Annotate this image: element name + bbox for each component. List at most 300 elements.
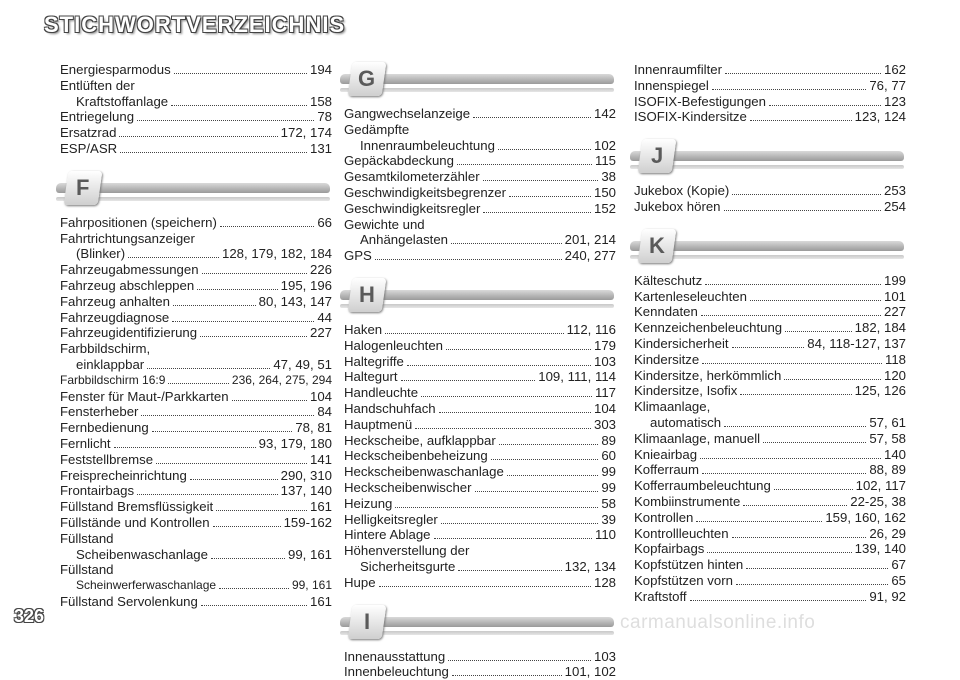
section-header-k bbox=[630, 229, 904, 265]
dot-leader bbox=[750, 300, 881, 301]
dot-leader bbox=[379, 586, 591, 587]
dot-leader bbox=[702, 363, 882, 364]
entry-line bbox=[60, 515, 332, 531]
entry-term: Hupe bbox=[344, 574, 376, 590]
entry-term: Heckscheibe, aufklappbar bbox=[344, 432, 496, 448]
entry-term: Fahrzeugdiagnose bbox=[60, 309, 170, 325]
dot-leader bbox=[415, 428, 591, 429]
entries-f bbox=[60, 215, 332, 610]
entry-term: Kofferraum bbox=[634, 462, 699, 478]
entry-term: Fernbedienung bbox=[60, 420, 149, 436]
dot-leader bbox=[732, 194, 881, 195]
entry-line bbox=[344, 232, 616, 248]
index-entry bbox=[60, 420, 332, 436]
index-entry bbox=[60, 262, 332, 278]
entry-pages: 303 bbox=[593, 416, 616, 432]
entry-term: ISOFIX-Kindersitze bbox=[634, 109, 747, 125]
dot-leader bbox=[483, 212, 591, 213]
index-entry bbox=[344, 354, 616, 370]
entry-term: Anhängelasten bbox=[360, 232, 448, 248]
entry-pages: 57, 58 bbox=[869, 430, 906, 446]
entry-term: Füllstand Servolenkung bbox=[60, 593, 198, 609]
entry-pages: 123 bbox=[883, 93, 906, 109]
index-entry bbox=[344, 201, 616, 217]
dot-leader bbox=[491, 459, 599, 460]
entry-pages: 199 bbox=[883, 272, 906, 288]
entry-term: Kontrollen bbox=[634, 509, 694, 525]
section-letter-text: K bbox=[649, 232, 665, 258]
entry-pages: 26, 29 bbox=[869, 525, 906, 541]
entry-pages: 84, 118-127, 137 bbox=[807, 335, 906, 351]
entry-line bbox=[60, 246, 332, 262]
dot-leader bbox=[448, 660, 591, 661]
entry-term: Fahrzeugidentifizierung bbox=[60, 325, 198, 341]
entry-term: Gangwechselanzeige bbox=[344, 106, 471, 121]
dot-leader bbox=[441, 523, 599, 524]
index-entry bbox=[344, 401, 616, 417]
index-entry bbox=[344, 664, 616, 680]
entry-term: Innenraumfilter bbox=[634, 62, 722, 77]
entry-pages: 60 bbox=[601, 448, 616, 464]
dot-leader bbox=[173, 305, 256, 306]
entries-k bbox=[634, 273, 906, 605]
section-header-i bbox=[340, 605, 614, 641]
dot-leader bbox=[724, 426, 866, 427]
entry-pages: 99, 161 bbox=[288, 546, 332, 562]
dot-leader bbox=[147, 368, 270, 369]
index-entry bbox=[344, 527, 616, 543]
entry-pages: 150 bbox=[593, 184, 616, 200]
entry-term: Knieairbag bbox=[634, 446, 698, 462]
dot-leader bbox=[774, 489, 853, 490]
entry-heading: Füllstand bbox=[60, 530, 114, 546]
dot-leader bbox=[702, 473, 866, 474]
entry-term: ESP/ASR bbox=[60, 140, 118, 156]
entry-pages: 44 bbox=[317, 309, 332, 325]
entry-line bbox=[344, 664, 616, 680]
entry-term: Kindersitze bbox=[634, 351, 700, 367]
entry-heading: Füllstand bbox=[60, 562, 114, 578]
dot-leader bbox=[119, 136, 277, 137]
entry-term: Kraftstoffanlage bbox=[76, 93, 169, 109]
entry-term: (Blinker) bbox=[76, 246, 126, 262]
entry-pages: 78 bbox=[317, 109, 332, 125]
dot-leader bbox=[475, 491, 599, 492]
entry-line bbox=[344, 322, 616, 338]
entry-term: Gepäckabdeckung bbox=[344, 153, 454, 169]
entry-term: Heckscheibenwischer bbox=[344, 479, 472, 495]
entry-term: Fahrzeug anhalten bbox=[60, 293, 170, 309]
entry-term: Feststellbremse bbox=[60, 451, 154, 467]
index-entry bbox=[344, 464, 616, 480]
index-entry bbox=[634, 273, 906, 289]
index-entry bbox=[344, 385, 616, 401]
entry-term: Haken bbox=[344, 321, 383, 337]
section-header-f bbox=[56, 171, 330, 207]
entry-line bbox=[634, 478, 906, 494]
dot-leader bbox=[434, 538, 592, 539]
entry-term: Füllstand Bremsflüssigkeit bbox=[60, 499, 214, 515]
entry-pages: 128, 179, 182, 184 bbox=[222, 246, 332, 262]
entry-line bbox=[634, 304, 906, 320]
entry-term: einklappbar bbox=[76, 356, 145, 372]
entry-term: Innenbeleuchtung bbox=[344, 664, 449, 680]
index-entry bbox=[634, 541, 906, 557]
entry-term: Fahrzeugabmessungen bbox=[60, 262, 199, 278]
entry-line bbox=[634, 78, 906, 94]
entry-pages: 80, 143, 147 bbox=[258, 293, 332, 309]
entry-pages: 140 bbox=[883, 446, 906, 462]
entry-heading: Fahrtrichtungsanzeiger bbox=[60, 230, 195, 246]
entry-line bbox=[60, 594, 332, 610]
watermark: carmanualsonline.info bbox=[620, 612, 816, 633]
entry-pages: 102, 117 bbox=[855, 478, 906, 494]
dot-leader bbox=[457, 164, 592, 165]
dot-leader bbox=[137, 120, 314, 121]
dot-leader bbox=[763, 442, 866, 443]
entry-line bbox=[60, 420, 332, 436]
dot-leader bbox=[712, 89, 867, 90]
index-entry bbox=[634, 399, 906, 431]
index-entry bbox=[634, 320, 906, 336]
entry-term: Halogenleuchten bbox=[344, 337, 443, 353]
index-entry bbox=[60, 310, 332, 326]
section-header-g bbox=[340, 62, 614, 98]
entry-term: Geschwindigkeitsbegrenzer bbox=[344, 184, 506, 200]
entry-pages: 141 bbox=[309, 451, 332, 467]
entry-line bbox=[634, 573, 906, 589]
entry-term: Kraftstoff bbox=[634, 588, 687, 604]
index-entry bbox=[634, 447, 906, 463]
entry-term: Kindersitze, herkömmlich bbox=[634, 367, 782, 383]
entry-pages: 158 bbox=[309, 93, 332, 109]
index-entry bbox=[60, 109, 332, 125]
entry-line bbox=[60, 578, 332, 594]
entry-term: Kartenleseleuchten bbox=[634, 288, 747, 304]
index-entry bbox=[60, 499, 332, 515]
dot-leader bbox=[197, 289, 277, 290]
entry-line bbox=[60, 215, 332, 231]
dot-leader bbox=[219, 588, 289, 589]
entry-term: Kopfstützen vorn bbox=[634, 572, 733, 588]
entry-pages: 254 bbox=[883, 198, 906, 214]
index-entry bbox=[60, 389, 332, 405]
index-entry bbox=[60, 278, 332, 294]
index-entry bbox=[634, 109, 906, 125]
entry-line bbox=[60, 436, 332, 452]
entry-line bbox=[60, 62, 332, 78]
entry-pages: 139, 140 bbox=[854, 541, 906, 557]
dot-leader bbox=[401, 380, 536, 381]
entry-pages: 115 bbox=[594, 153, 616, 169]
entry-line bbox=[344, 649, 616, 665]
entry-line bbox=[344, 417, 616, 433]
entry-line bbox=[344, 480, 616, 496]
dot-leader bbox=[785, 331, 852, 332]
index-entry bbox=[344, 106, 616, 122]
entry-line bbox=[634, 336, 906, 352]
dot-leader bbox=[473, 117, 591, 118]
index-entry bbox=[344, 480, 616, 496]
entry-line bbox=[60, 373, 332, 389]
index-entry bbox=[60, 531, 332, 563]
entry-line bbox=[634, 431, 906, 447]
dot-leader bbox=[120, 152, 307, 153]
entry-term: Jukebox (Kopie) bbox=[634, 183, 730, 199]
entry-line bbox=[60, 325, 332, 341]
entry-pages: 110 bbox=[594, 527, 616, 543]
dot-leader bbox=[769, 105, 881, 106]
index-entry bbox=[344, 338, 616, 354]
index-entry bbox=[634, 526, 906, 542]
dot-leader bbox=[740, 394, 851, 395]
dot-leader bbox=[216, 510, 307, 511]
dot-leader bbox=[483, 180, 599, 181]
entry-line bbox=[60, 109, 332, 125]
entry-term: Kopfairbags bbox=[634, 541, 705, 557]
entry-term: Kenndaten bbox=[634, 304, 698, 320]
entry-term: Heizung bbox=[344, 495, 393, 511]
section-letter-i bbox=[348, 605, 387, 639]
entry-term: Hauptmenü bbox=[344, 416, 413, 432]
entry-line bbox=[344, 248, 616, 264]
index-entry bbox=[634, 352, 906, 368]
section-letter-j bbox=[638, 139, 677, 173]
entry-term: Haltegriffe bbox=[344, 353, 404, 369]
entry-term: Innenausstattung bbox=[344, 648, 446, 664]
dot-leader bbox=[114, 447, 256, 448]
entry-term: Kindersitze, Isofix bbox=[634, 383, 738, 399]
index-entry bbox=[634, 557, 906, 573]
entry-pages: 84 bbox=[317, 404, 332, 420]
index-entry bbox=[634, 431, 906, 447]
section-letter-f bbox=[64, 171, 103, 205]
index-entry bbox=[60, 452, 332, 468]
entry-line bbox=[344, 185, 616, 201]
entry-line bbox=[60, 294, 332, 310]
entry-pages: 88, 89 bbox=[869, 462, 906, 478]
entry-line bbox=[60, 310, 332, 326]
index-entry bbox=[634, 368, 906, 384]
section-letter-text: I bbox=[363, 608, 371, 634]
entry-line bbox=[344, 385, 616, 401]
entry-line bbox=[634, 557, 906, 573]
entry-pages: 195, 196 bbox=[280, 277, 332, 293]
entry-pages: 99 bbox=[601, 464, 616, 480]
entry-pages: 120 bbox=[883, 367, 906, 383]
entry-pages: 99 bbox=[601, 479, 616, 495]
index-column-3 bbox=[634, 62, 906, 605]
entry-line bbox=[60, 94, 332, 110]
dot-leader bbox=[458, 570, 561, 571]
entry-line bbox=[60, 547, 332, 563]
index-entry bbox=[344, 417, 616, 433]
index-entry bbox=[344, 649, 616, 665]
index-entry bbox=[634, 336, 906, 352]
entry-pages: 172, 174 bbox=[280, 125, 332, 141]
entry-pages: 117 bbox=[594, 385, 616, 401]
entry-line bbox=[634, 541, 906, 557]
entry-line bbox=[344, 464, 616, 480]
dot-leader bbox=[375, 259, 562, 260]
entry-pages: 93, 179, 180 bbox=[258, 435, 332, 451]
entry-pages: 47, 49, 51 bbox=[273, 356, 332, 372]
entry-line bbox=[344, 369, 616, 385]
entry-term: Fahrpositionen (speichern) bbox=[60, 214, 217, 230]
dot-leader bbox=[700, 458, 881, 459]
entry-line bbox=[60, 404, 332, 420]
dot-leader bbox=[202, 273, 307, 274]
dot-leader bbox=[736, 584, 888, 585]
entry-line bbox=[634, 94, 906, 110]
entry-pages: 66 bbox=[317, 214, 332, 230]
entry-line bbox=[634, 383, 906, 399]
entry-term: Heckscheibenwaschanlage bbox=[344, 464, 504, 480]
entry-line bbox=[60, 389, 332, 405]
entry-pages: 179 bbox=[593, 337, 616, 353]
index-entry bbox=[60, 341, 332, 373]
index-entry bbox=[60, 483, 332, 499]
dot-leader bbox=[171, 105, 307, 106]
entry-line bbox=[634, 415, 906, 431]
index-entry bbox=[634, 510, 906, 526]
index-entry bbox=[60, 78, 332, 110]
entry-term: Freisprecheinrichtung bbox=[60, 467, 187, 483]
entry-pages: 201, 214 bbox=[564, 232, 616, 248]
index-entry bbox=[344, 153, 616, 169]
index-entry bbox=[60, 294, 332, 310]
entry-pages: 104 bbox=[309, 388, 332, 404]
index-entry bbox=[344, 322, 616, 338]
entry-pages: 182, 184 bbox=[854, 320, 906, 336]
entry-term: Scheibenwaschanlage bbox=[76, 546, 208, 562]
dot-leader bbox=[690, 600, 867, 601]
dot-leader bbox=[451, 243, 562, 244]
entry-pages: 57, 61 bbox=[869, 414, 906, 430]
index-entry bbox=[60, 594, 332, 610]
entry-pages: 131 bbox=[309, 140, 332, 156]
entry-term: Kontrollleuchten bbox=[634, 525, 729, 541]
entry-line bbox=[344, 433, 616, 449]
index-entry bbox=[634, 589, 906, 605]
index-entry bbox=[634, 573, 906, 589]
entry-line bbox=[634, 199, 906, 215]
dot-leader bbox=[509, 196, 591, 197]
entry-term: Klimaanlage, manuell bbox=[634, 430, 761, 446]
index-entry bbox=[60, 231, 332, 263]
dot-leader bbox=[784, 379, 881, 380]
entry-heading: Gewichte und bbox=[344, 216, 425, 232]
entry-pages: 22-25, 38 bbox=[850, 493, 906, 509]
dot-leader bbox=[407, 365, 591, 366]
index-column-1 bbox=[60, 62, 332, 610]
index-entry bbox=[344, 575, 616, 591]
section-header-h bbox=[340, 278, 614, 314]
dot-leader bbox=[200, 336, 307, 337]
entry-pages: 290, 310 bbox=[280, 467, 332, 483]
entry-line bbox=[60, 141, 332, 157]
entry-heading: Klimaanlage, bbox=[634, 399, 711, 415]
entry-term: Fenster für Maut-/Parkkarten bbox=[60, 388, 229, 404]
dot-leader bbox=[446, 349, 591, 350]
index-entry bbox=[344, 433, 616, 449]
entry-pages: 99, 161 bbox=[291, 578, 332, 593]
entry-line bbox=[344, 575, 616, 591]
dot-leader bbox=[701, 315, 881, 316]
dot-leader bbox=[746, 568, 888, 569]
entry-term: Handleuchte bbox=[344, 385, 419, 401]
index-entry bbox=[344, 496, 616, 512]
entry-line bbox=[634, 447, 906, 463]
entry-line bbox=[344, 354, 616, 370]
entries-j bbox=[634, 183, 906, 215]
entry-pages: 109, 111, 114 bbox=[538, 369, 616, 385]
entry-pages: 137, 140 bbox=[280, 483, 332, 499]
index-entry bbox=[634, 62, 906, 78]
index-entry bbox=[634, 94, 906, 110]
entry-line bbox=[344, 559, 616, 575]
entry-term: Farbbildschirm 16:9 bbox=[60, 372, 166, 387]
entry-line bbox=[634, 183, 906, 199]
entry-pages: 128 bbox=[593, 574, 616, 590]
index-column-2 bbox=[344, 62, 616, 680]
index-entry bbox=[60, 562, 332, 594]
entry-pages: 240, 277 bbox=[564, 248, 616, 264]
dot-leader bbox=[385, 333, 564, 334]
entry-pages: 161 bbox=[309, 593, 332, 609]
entry-line bbox=[634, 462, 906, 478]
dot-leader bbox=[732, 537, 867, 538]
entry-line bbox=[634, 526, 906, 542]
entry-term: Kennzeichenbeleuchtung bbox=[634, 320, 783, 336]
entry-term: Fernlicht bbox=[60, 435, 111, 451]
index-entry bbox=[60, 141, 332, 157]
entry-term: Entriegelung bbox=[60, 109, 135, 125]
entry-pages: 38 bbox=[601, 169, 616, 185]
entries-h bbox=[344, 322, 616, 591]
entry-pages: 227 bbox=[883, 304, 906, 320]
index-entry bbox=[60, 436, 332, 452]
entry-line bbox=[344, 512, 616, 528]
dot-leader bbox=[213, 526, 281, 527]
index-entry bbox=[344, 369, 616, 385]
entry-line bbox=[344, 496, 616, 512]
index-entry bbox=[634, 78, 906, 94]
dot-leader bbox=[190, 479, 278, 480]
dot-leader bbox=[452, 675, 562, 676]
entry-line bbox=[634, 589, 906, 605]
entry-pages: 67 bbox=[891, 557, 906, 573]
page-title: STICHWORTVERZEICHNIS bbox=[44, 12, 346, 37]
entry-pages: 253 bbox=[883, 183, 906, 199]
entry-line bbox=[344, 138, 616, 154]
dot-leader bbox=[732, 347, 805, 348]
entry-pages: 159, 160, 162 bbox=[825, 509, 906, 525]
index-entry bbox=[344, 169, 616, 185]
entry-pages: 39 bbox=[601, 511, 616, 527]
section-header-j bbox=[630, 139, 904, 175]
index-entry bbox=[60, 125, 332, 141]
entry-pages: 91, 92 bbox=[869, 588, 906, 604]
entry-line bbox=[60, 499, 332, 515]
entry-pages: 226 bbox=[309, 262, 332, 278]
dot-leader bbox=[705, 284, 881, 285]
entry-pages: 65 bbox=[891, 572, 906, 588]
entry-pages: 102 bbox=[593, 137, 616, 153]
dot-leader bbox=[499, 444, 599, 445]
entry-term: automatisch bbox=[650, 414, 722, 430]
dot-leader bbox=[439, 412, 591, 413]
